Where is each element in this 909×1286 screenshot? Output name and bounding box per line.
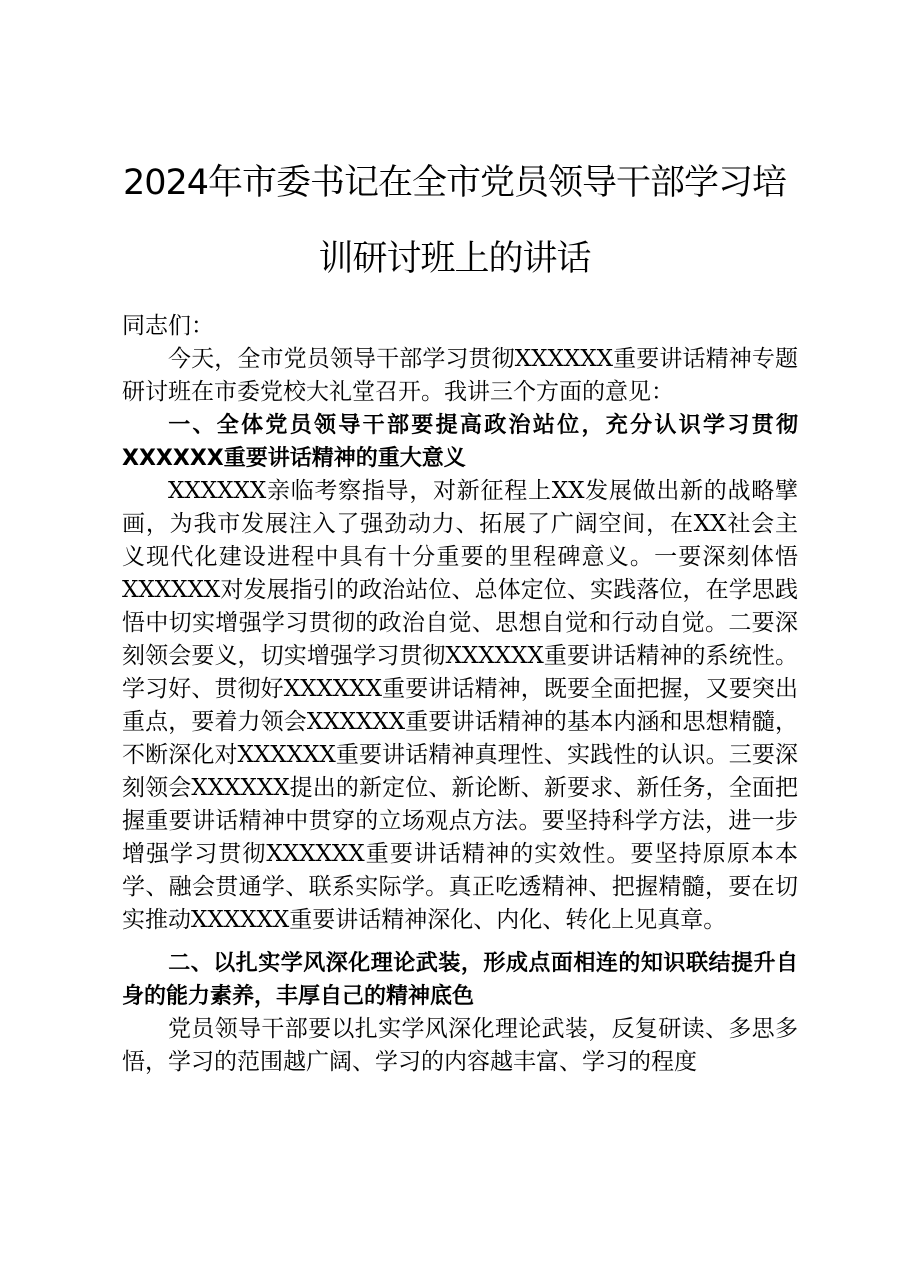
- document-title: [100, 145, 809, 297]
- section-2-heading: 二、以扎实学风深化理论武装，形成点面相连的知识联结提升自身的能力素养，丰厚自己的精神底色: [122, 951, 798, 1009]
- salutation: 同志们：: [122, 313, 214, 339]
- section-1-heading: 一、全体党员领导干部要提高政治站位，充分认识学习贯彻XXXXXX重要讲话精神的重大意义: [122, 413, 798, 471]
- section-2-paragraph: 党员领导干部要以扎实学风深化理论武装，反复研读、多思多悟，学习的范围越广阔、学习的内容越丰富、学习的程度: [122, 1016, 798, 1075]
- title-line-1: 2024年市委书记在全市党员领导干部学习培: [122, 163, 787, 203]
- section-1-paragraph: XXXXXX亲临考察指导，对新征程上XX发展做出新的战略擘画，为我市发展注入了强劲动力、拓展了广阔空间，在XX社会主义现代化建设进程中具有十分重要的里程碑意义。一要深刻体悟XXXXXX对发展指引的政治站位、总体定位、实践落位，在学思践悟中切实增强学习贯彻的政治自觉、思想自觉和行动自觉。二要深刻领会要义，切实增强学习贯彻XXXXXX重要讲话精神的系统性。学习好、贯彻好XXXXXX重要讲话精神，既要全面把握，又要突出重点，要着力领会XXXXXX重要讲话精神的基本内涵和思想精髓，不断深化对XXXXXX重要讲话精神真理性、实践性的认识。三要深刻领会XXXXXX提出的新定位、新论断、新要求、新任务，全面把握重要讲话精神中贯穿的立场观点方法。要坚持科学方法，进一步增强学习贯彻XXXXXX重要讲话精神的实效性。要坚持原原本本学、融会贯通学、联系实际学。真正吃透精神、把握精髓，要在切实推动XXXXXX重要讲话精神深化、内化、转化上见真章。: [122, 478, 798, 933]
- intro-paragraph: 今天，全市党员领导干部学习贯彻XXXXXX重要讲话精神专题研讨班在市委党校大礼堂召开。我讲三个方面的意见：: [122, 346, 798, 405]
- title-line-2: 训研讨班上的讲话: [318, 239, 591, 279]
- document-body: [122, 310, 798, 1079]
